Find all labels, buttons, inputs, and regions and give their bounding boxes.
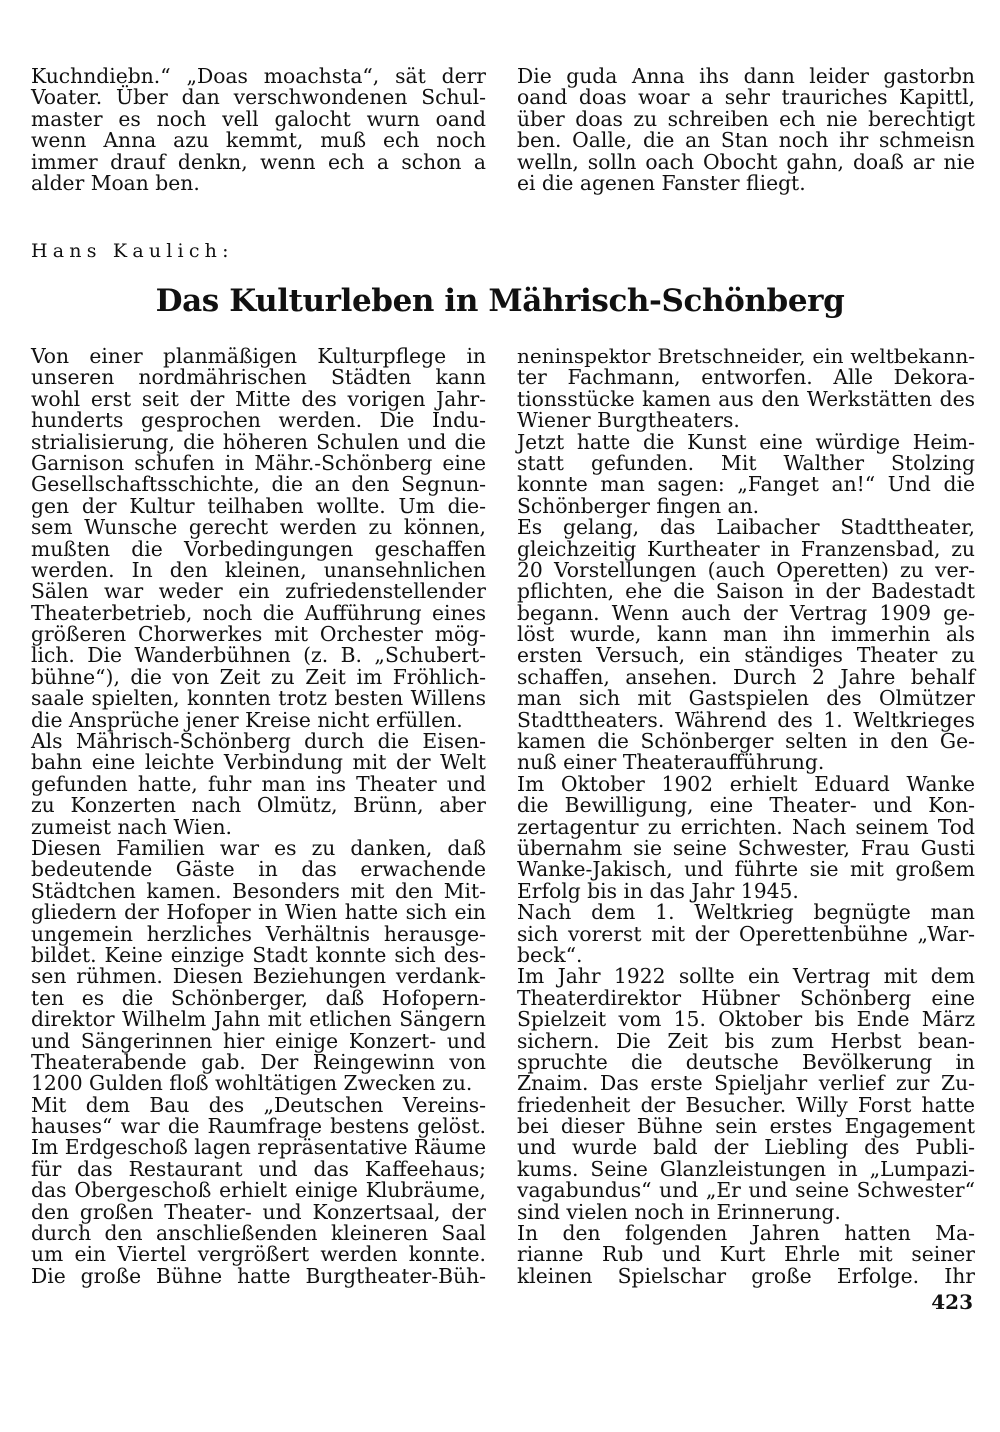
text-line: kleinen Spielschar große Erfolge. Ihr — [517, 1263, 975, 1288]
text-line: In den folgenden Jahren hatten Ma- — [517, 1221, 975, 1246]
text-line: oand doas woar a sehr trauriches Kapittl, — [517, 85, 975, 110]
text-line: Erfolg bis in das Jahr 1945. — [517, 878, 799, 903]
text-line: tionsstücke kamen aus den Werkstätten des — [517, 386, 975, 411]
text-line: sen rühmen. Diesen Beziehungen verdank- — [31, 964, 486, 989]
text-line: Von einer planmäßigen Kulturpflege in — [31, 344, 486, 368]
text-line: Theaterbetrieb, noch die Aufführung eines — [31, 600, 486, 625]
text-line: über doas zu schreiben ech nie berechtigt — [517, 106, 975, 131]
text-line: Diesen Familien war es zu danken, daß — [31, 835, 486, 860]
text-line: statt gefunden. Mit Walther Stolzing — [517, 450, 975, 475]
text-line: bedeutende Gäste in das erwachende — [31, 857, 486, 882]
text-line: Es gelang, das Laibacher Stadttheater, — [517, 515, 975, 540]
text-line: bühne“), die von Zeit zu Zeit im Fröhlich- — [31, 664, 486, 689]
text-line: gleichzeitig Kurtheater in Franzensbad, zu — [517, 536, 975, 561]
article-title: Das Kulturleben in Mährisch-Schönberg — [155, 283, 845, 319]
text-line: Jetzt hatte die Kunst eine würdige Heim- — [517, 429, 975, 454]
text-line: ten es die Schönberger, daß Hofopern- — [31, 985, 486, 1010]
page-number: 423 — [931, 1290, 973, 1314]
text-line: master es noch vell galocht wurn oand — [31, 106, 486, 131]
text-line: Als Mährisch-Schönberg durch die Eisen- — [31, 729, 486, 754]
text-line: zumeist nach Wien. — [31, 814, 232, 839]
text-line: Nach dem 1. Weltkrieg begnügte man — [517, 900, 975, 925]
text-line: Stadttheaters. Während des 1. Weltkrieges — [517, 707, 975, 732]
text-line: beck“. — [517, 942, 583, 967]
text-line: Znaim. Das erste Spieljahr verlief zur Zu- — [517, 1071, 975, 1096]
text-line: wenn Anna azu kemmt, muß ech noch — [31, 128, 486, 153]
text-line: Städtchen kamen. Besonders mit den Mit- — [31, 878, 486, 903]
text-line: unseren nordmährischen Städten kann — [31, 365, 486, 390]
text-line: Sälen war weder ein zufriedenstellender — [31, 579, 486, 604]
text-line: kums. Seine Glanzleistungen in „Lumpazi- — [517, 1156, 975, 1181]
text-line: alder Moan ben. — [31, 170, 200, 195]
text-line: 20 Vorstellungen (auch Operetten) zu ver- — [517, 557, 975, 582]
text-line: bildet. Keine einzige Stadt konnte sich des- — [31, 942, 486, 967]
text-line: und Sängerinnen hier einige Konzert- und — [31, 1028, 486, 1053]
text-line: rianne Rub und Kurt Ehrle mit seiner — [517, 1242, 975, 1267]
text-line: pflichten, ehe die Saison in der Badestadt — [517, 579, 975, 604]
text-line: löst wurde, kann man ihn immerhin als — [517, 622, 975, 647]
text-line: für das Restaurant und das Kaffeehaus; — [31, 1156, 486, 1181]
text-line: ersten Versuch, ein ständiges Theater zu — [517, 643, 975, 668]
text-line: gefunden hatte, fuhr man ins Theater und — [31, 771, 486, 796]
text-line: sich vorerst mit der Operettenbühne „War- — [517, 921, 975, 946]
text-line: immer drauf denkn, wenn ech a schon a — [31, 149, 486, 174]
text-line: und wurde bald der Liebling des Publi- — [517, 1135, 975, 1160]
text-line: wohl erst seit der Mitte des vorigen Jahr- — [31, 386, 486, 411]
text-line: Spielzeit vom 15. Oktober bis Ende März — [517, 1007, 975, 1032]
text-line: Wanke-Jakisch, und führte sie mit großem — [517, 857, 975, 882]
text-line: den großen Theater- und Konzertsaal, der — [31, 1199, 486, 1224]
article-right-column — [517, 346, 975, 1287]
text-line: strialisierung, die höheren Schulen und die — [31, 429, 486, 454]
text-line: Die guda Anna ihs dann leider gastorbn — [517, 64, 975, 88]
text-line: begann. Wenn auch der Vertrag 1909 ge- — [517, 600, 975, 625]
text-line: Mit dem Bau des „Deutschen Vereins- — [31, 1092, 486, 1117]
text-line: ungemein herzliches Verhältnis herausge- — [31, 921, 486, 946]
text-line: bei dieser Bühne sein erstes Engagement — [517, 1114, 975, 1139]
text-line: saale spielten, konnten trotz besten Willens — [31, 686, 486, 711]
text-line: direktor Wilhelm Jahn mit etlichen Sängern — [31, 1007, 486, 1032]
text-line: mußten die Vorbedingungen geschaffen — [31, 536, 486, 561]
text-line: durch den anschließenden kleineren Saal — [31, 1221, 486, 1246]
text-line: friedenheit der Besucher. Willy Forst hatte — [517, 1092, 975, 1117]
text-line: werden. In den kleinen, unansehnlichen — [31, 557, 486, 582]
text-line: Im Jahr 1922 sollte ein Vertrag mit dem — [517, 964, 975, 989]
text-line: schaffen, ansehen. Durch 2 Jahre behalf — [517, 664, 975, 689]
text-line: hunderts gesprochen werden. Die Indu- — [31, 408, 486, 433]
text-line: zertagentur zu errichten. Nach seinem Tod — [517, 814, 975, 839]
text-line: zu Konzerten nach Olmütz, Brünn, aber — [31, 793, 486, 818]
text-line: übernahm sie seine Schwester, Frau Gusti — [517, 835, 975, 860]
text-line: Theaterabende gab. Der Reingewinn von — [31, 1049, 486, 1074]
text-line: man sich mit Gastspielen des Olmützer — [517, 686, 975, 711]
text-line: Wiener Burgtheaters. — [517, 408, 740, 433]
article-author: Hans Kaulich: — [31, 240, 234, 262]
text-line: Im Erdgeschoß lagen repräsentative Räume — [31, 1135, 487, 1160]
text-line: Voater. Über dan verschwondenen Schul- — [31, 85, 486, 110]
text-line: gliedern der Hofoper in Wien hatte sich ein — [31, 900, 486, 925]
text-line: vagabundus“ und „Er und seine Schwester“ — [517, 1178, 975, 1203]
text-line: konnte man sagen: „Fanget an!“ Und die — [517, 472, 975, 497]
top-right-column — [517, 66, 975, 194]
text-line: spruchte die deutsche Bevölkerung in — [517, 1049, 975, 1074]
text-line: 1200 Gulden floß wohltätigen Zwecken zu. — [31, 1071, 473, 1096]
text-line: neninspektor Bretschneider, ein weltbekann- — [517, 344, 975, 368]
text-line: ter Fachmann, entworfen. Alle Dekora- — [517, 365, 975, 390]
text-line: lich. Die Wanderbühnen (z. B. „Schubert- — [31, 643, 486, 668]
text-line: nuß einer Theateraufführung. — [517, 750, 825, 775]
text-line: Schönberger fingen an. — [517, 493, 760, 518]
text-line: das Obergeschoß erhielt einige Klubräume, — [31, 1178, 486, 1203]
text-line: Garnison schufen in Mähr.-Schönberg eine — [31, 450, 486, 475]
text-line: Gesellschaftsschichte, die an den Segnun- — [31, 472, 486, 497]
text-line: die Ansprüche jener Kreise nicht erfüllen. — [31, 707, 463, 732]
text-line: sem Wunsche gerecht werden zu können, — [31, 515, 486, 540]
text-line: Kuchndiebn.“ „Doas moachsta“, sät derr — [31, 64, 486, 88]
text-line: welln, solln oach Obocht gahn, doaß ar nie — [517, 149, 975, 174]
text-line: um ein Viertel vergrößert werden konnte. — [31, 1242, 486, 1267]
text-line: gen der Kultur teilhaben wollte. Um die- — [31, 493, 486, 518]
text-line: sind vielen noch in Erinnerung. — [517, 1199, 841, 1224]
text-line: Im Oktober 1902 erhielt Eduard Wanke — [517, 771, 975, 796]
text-line: ei die agenen Fanster fliegt. — [517, 170, 806, 195]
text-line: sichern. Die Zeit bis zum Herbst bean- — [517, 1028, 975, 1053]
text-line: größeren Chorwerkes mit Orchester mög- — [31, 622, 486, 647]
text-line: kamen die Schönberger selten in den Ge- — [517, 729, 975, 754]
text-line: Theaterdirektor Hübner Schönberg eine — [517, 985, 975, 1010]
text-line: bahn eine leichte Verbindung mit der Welt — [31, 750, 486, 775]
text-line: hauses“ war die Raumfrage bestens gelöst. — [31, 1114, 486, 1139]
top-left-column — [31, 66, 486, 194]
text-line: die Bewilligung, eine Theater- und Kon- — [517, 793, 975, 818]
article-left-column — [31, 346, 486, 1287]
text-line: ben. Oalle, die an Stan noch ihr schmeisn — [517, 128, 975, 153]
text-line: Die große Bühne hatte Burgtheater-Büh- — [31, 1263, 486, 1288]
